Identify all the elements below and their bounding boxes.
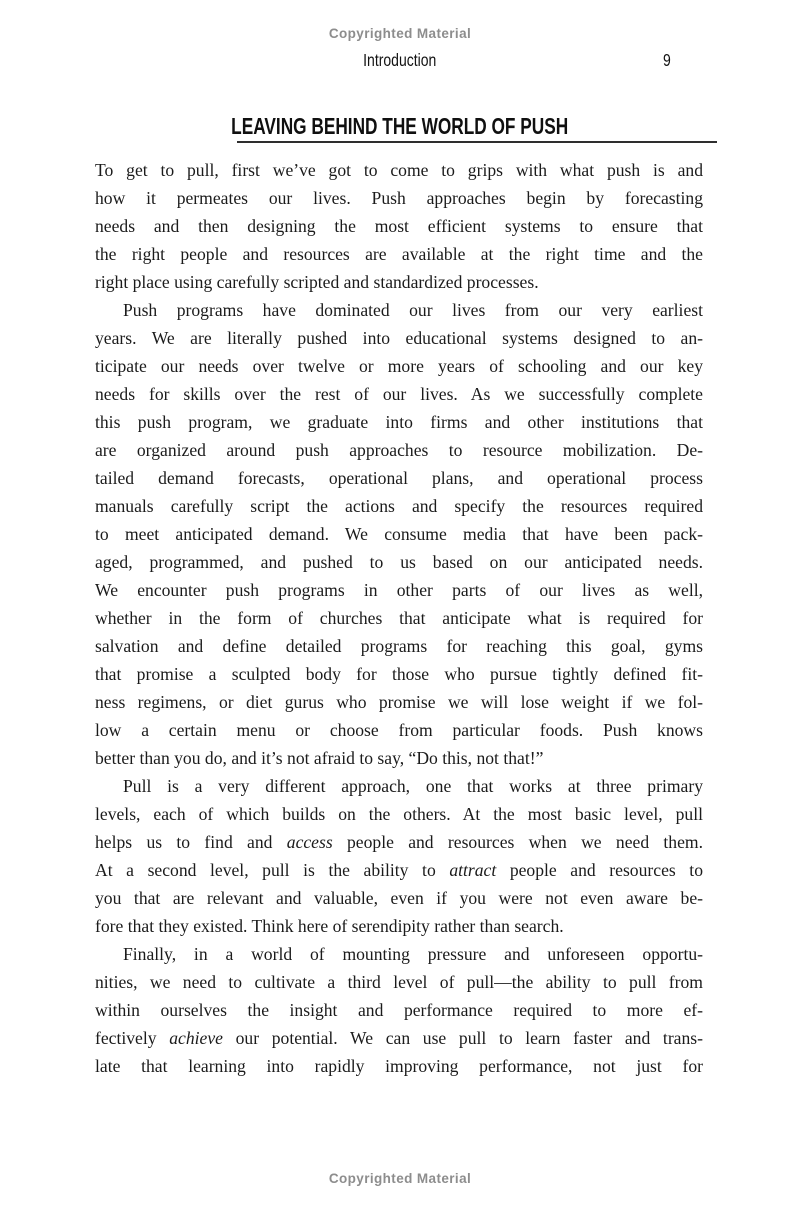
text-line: Push programs have dominated our lives from our very earliest	[123, 300, 703, 320]
page-number-container	[644, 50, 690, 71]
italic-text: attract	[449, 860, 497, 880]
text-line: you that are relevant and valuable, even if you were not even aware be-	[95, 888, 703, 908]
section-heading-text: LEAVING BEHIND THE WORLD OF PUSH	[231, 113, 569, 139]
text-line: within ourselves the insight and performance required to more ef-	[95, 1000, 703, 1020]
text-line: needs and then designing the most efficient systems to ensure that	[95, 216, 703, 236]
paragraph	[95, 940, 703, 1080]
text-line: years. We are literally pushed into educational systems designed to an-	[95, 328, 703, 348]
text-line: levels, each of which builds on the others. At the most basic level, pull	[95, 804, 703, 824]
text-line: We encounter push programs in other parts of our lives as well,	[95, 580, 703, 600]
text-line: whether in the form of churches that anticipate what is required for	[95, 608, 703, 628]
text-line: helps us to find and access people and resources when we need them.	[95, 832, 703, 852]
text-line: are organized around push approaches to resource mobilization. De-	[95, 440, 703, 460]
text-line: the right people and resources are available at the right time and the	[95, 244, 703, 264]
text-line: salvation and define detailed programs for reaching this goal, gyms	[95, 636, 703, 656]
text-line: ness regimens, or diet gurus who promise we will lose weight if we fol-	[95, 692, 703, 712]
paragraph	[95, 156, 703, 296]
heading-underline	[237, 141, 717, 143]
text-line: fore that they existed. Think here of serendipity rather than search.	[95, 916, 564, 936]
footer-watermark: Copyrighted Material	[328, 1171, 472, 1186]
text-line: aged, programmed, and pushed to us based on our anticipated needs.	[95, 552, 703, 572]
text-line: manuals carefully script the actions and specify the resources required	[95, 496, 703, 516]
italic-text: achieve	[169, 1028, 223, 1048]
text-line: better than you do, and it’s not afraid to say, “Do this, not that!”	[95, 748, 544, 768]
body-text	[95, 156, 703, 1080]
text-line: ticipate our needs over twelve or more years of schooling and our key	[95, 356, 703, 376]
text-line: low a certain menu or choose from particular foods. Push knows	[95, 720, 703, 740]
text-line: to meet anticipated demand. We consume media that have been pack-	[95, 524, 703, 544]
italic-text: access	[286, 832, 333, 852]
text-line: right place using carefully scripted and standardized processes.	[95, 272, 539, 292]
text-line: At a second level, pull is the ability to attract people and resources to	[95, 860, 703, 880]
header-watermark: Copyrighted Material	[328, 26, 472, 41]
text-line: fectively achieve our potential. We can use pull to learn faster and trans-	[95, 1028, 703, 1048]
text-line: To get to pull, first we’ve got to come to grips with what push is and	[95, 160, 703, 180]
text-line: needs for skills over the rest of our lives. As we successfully complete	[95, 384, 703, 404]
text-line: late that learning into rapidly improving performance, not just for	[95, 1056, 703, 1076]
page-number: 9	[663, 50, 671, 70]
section-heading	[0, 112, 800, 140]
text-line: that promise a sculpted body for those who pursue tightly defined fit-	[95, 664, 703, 684]
text-line: tailed demand forecasts, operational plans, and operational process	[95, 468, 703, 488]
text-line: Pull is a very different approach, one that works at three primary	[123, 776, 703, 796]
text-line: Finally, in a world of mounting pressure and unforeseen opportu-	[123, 944, 703, 964]
paragraph	[95, 772, 703, 940]
paragraph	[95, 296, 703, 772]
text-line: nities, we need to cultivate a third level of pull—the ability to pull from	[95, 972, 703, 992]
text-line: how it permeates our lives. Push approaches begin by forecasting	[95, 188, 703, 208]
chapter-title: Introduction	[363, 50, 437, 70]
text-line: this push program, we graduate into firms and other institutions that	[95, 412, 703, 432]
